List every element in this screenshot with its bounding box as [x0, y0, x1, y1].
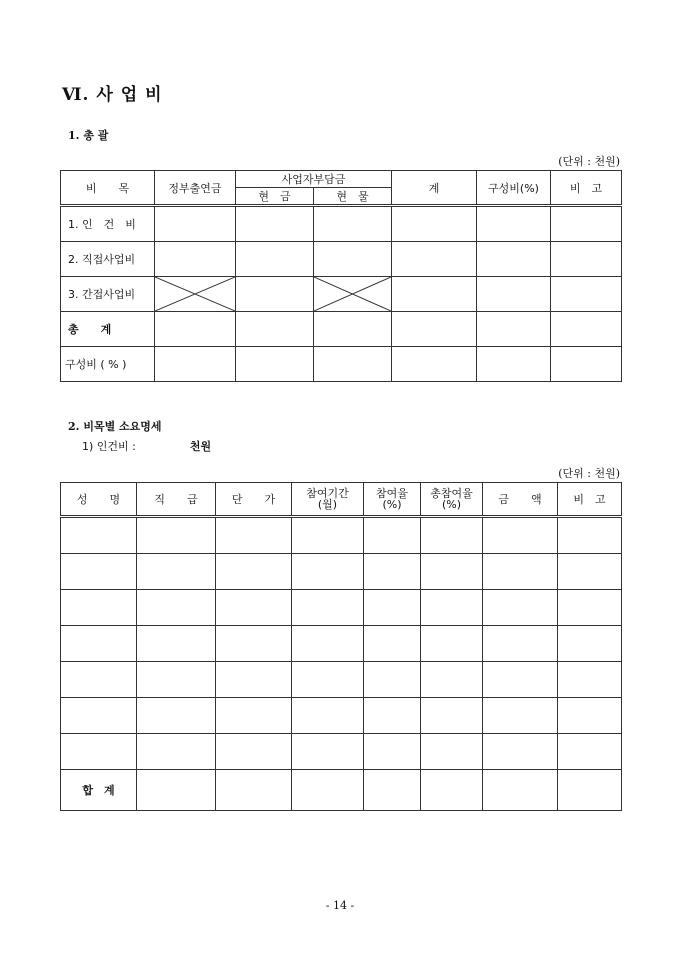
- cell[interactable]: [558, 590, 622, 626]
- cell[interactable]: [61, 590, 137, 626]
- cell[interactable]: [558, 662, 622, 698]
- cell[interactable]: [364, 626, 421, 662]
- cell[interactable]: [551, 347, 622, 382]
- header-amount: 금 액: [483, 483, 558, 517]
- total-row: [61, 770, 622, 811]
- cell[interactable]: [155, 312, 236, 347]
- cell[interactable]: [558, 734, 622, 770]
- row-label: 2. 직접사업비: [61, 242, 155, 277]
- cell[interactable]: [483, 698, 558, 734]
- cell[interactable]: [216, 626, 292, 662]
- cell[interactable]: [483, 770, 558, 811]
- cell[interactable]: [61, 662, 137, 698]
- page-title: Ⅵ. 사 업 비: [62, 85, 163, 105]
- cell[interactable]: [551, 312, 622, 347]
- table-row: [61, 277, 622, 312]
- cell[interactable]: [137, 517, 216, 554]
- cross-mark-icon: [155, 277, 235, 311]
- header-total-rate-line1: 총참여율: [430, 487, 473, 500]
- cell[interactable]: [137, 554, 216, 590]
- cell[interactable]: [216, 590, 292, 626]
- cell[interactable]: [477, 312, 551, 347]
- summary-table: [60, 170, 622, 382]
- section-1-heading: 1. 총 괄: [68, 129, 109, 142]
- row-label: 구성비 ( % ): [61, 347, 155, 382]
- cell[interactable]: [314, 312, 392, 347]
- cell[interactable]: [236, 277, 314, 312]
- cell[interactable]: [392, 242, 477, 277]
- cell[interactable]: [551, 277, 622, 312]
- cell[interactable]: [421, 626, 483, 662]
- cell[interactable]: [216, 734, 292, 770]
- table-row: [61, 312, 622, 347]
- table-row: [61, 242, 622, 277]
- table-row: [61, 347, 622, 382]
- cell[interactable]: [216, 698, 292, 734]
- cell[interactable]: [236, 347, 314, 382]
- cell[interactable]: [558, 698, 622, 734]
- table-row: [61, 554, 622, 590]
- personnel-amount-unit: 천원: [189, 440, 212, 453]
- header-unit-price: 단 가: [216, 483, 292, 517]
- cell[interactable]: [61, 734, 137, 770]
- cell[interactable]: [61, 517, 137, 554]
- cell[interactable]: [364, 734, 421, 770]
- header-period: [292, 483, 364, 517]
- cell[interactable]: [236, 312, 314, 347]
- table-row: [61, 626, 622, 662]
- cell[interactable]: [421, 698, 483, 734]
- cell[interactable]: [236, 242, 314, 277]
- cell[interactable]: [314, 347, 392, 382]
- cell[interactable]: [421, 554, 483, 590]
- header-inkind: 현 물: [314, 188, 392, 206]
- personnel-subheading: [82, 438, 211, 454]
- header-note: 비 고: [558, 483, 622, 517]
- cell[interactable]: [392, 206, 477, 242]
- header-burden: 사업자부담금: [236, 171, 392, 188]
- cell[interactable]: [364, 770, 421, 811]
- cell[interactable]: [155, 206, 236, 242]
- cell[interactable]: [558, 517, 622, 554]
- cell[interactable]: [292, 734, 364, 770]
- cell[interactable]: [364, 517, 421, 554]
- cell[interactable]: [292, 770, 364, 811]
- cell[interactable]: [483, 590, 558, 626]
- header-ratio: 구성비(%): [477, 171, 551, 206]
- cell[interactable]: [292, 554, 364, 590]
- crossed-cell: [314, 277, 392, 312]
- table-row: [61, 698, 622, 734]
- cell[interactable]: [483, 626, 558, 662]
- cell[interactable]: [155, 347, 236, 382]
- header-cash: 현 금: [236, 188, 314, 206]
- cell[interactable]: [61, 698, 137, 734]
- cell[interactable]: [477, 206, 551, 242]
- table-row: [61, 206, 622, 242]
- cell[interactable]: [477, 242, 551, 277]
- cell[interactable]: [421, 662, 483, 698]
- cell[interactable]: [137, 698, 216, 734]
- cell[interactable]: [364, 662, 421, 698]
- row-label: 3. 간접사업비: [61, 277, 155, 312]
- cell[interactable]: [137, 770, 216, 811]
- cell[interactable]: [477, 347, 551, 382]
- header-rate-line2: (%): [382, 498, 402, 511]
- cell[interactable]: [477, 277, 551, 312]
- cell[interactable]: [364, 590, 421, 626]
- cell[interactable]: [551, 206, 622, 242]
- cell[interactable]: [137, 734, 216, 770]
- cell[interactable]: [364, 698, 421, 734]
- cell[interactable]: [314, 206, 392, 242]
- cell[interactable]: [137, 626, 216, 662]
- header-period-line2: (월): [317, 498, 338, 511]
- cell[interactable]: [483, 554, 558, 590]
- header-rate-line1: 참여율: [376, 487, 408, 500]
- cell[interactable]: [551, 242, 622, 277]
- header-total-rate: [421, 483, 483, 517]
- table-row: [61, 662, 622, 698]
- cell[interactable]: [292, 698, 364, 734]
- cell[interactable]: [314, 242, 392, 277]
- cell[interactable]: [421, 517, 483, 554]
- cross-mark-icon: [314, 277, 391, 311]
- cell[interactable]: [292, 626, 364, 662]
- personnel-table: [60, 482, 622, 811]
- cell[interactable]: [421, 590, 483, 626]
- table-row: [61, 590, 622, 626]
- cell[interactable]: [558, 554, 622, 590]
- cell[interactable]: [236, 206, 314, 242]
- cell[interactable]: [483, 662, 558, 698]
- header-total-rate-line2: (%): [441, 498, 462, 511]
- header-note: 비 고: [551, 171, 622, 206]
- cell[interactable]: [392, 277, 477, 312]
- header-gov: 정부출연금: [155, 171, 236, 206]
- cell[interactable]: [137, 590, 216, 626]
- table-row: [61, 517, 622, 554]
- cell[interactable]: [392, 312, 477, 347]
- cell[interactable]: [216, 662, 292, 698]
- total-label: 합 계: [61, 770, 137, 811]
- cell[interactable]: [137, 662, 216, 698]
- header-position: 직 급: [137, 483, 216, 517]
- unit-label-2: (단위 : 천원): [558, 467, 620, 480]
- row-label: 1. 인 건 비: [61, 206, 155, 242]
- cell[interactable]: [292, 662, 364, 698]
- cell[interactable]: [421, 770, 483, 811]
- header-total: 계: [392, 171, 477, 206]
- cell[interactable]: [216, 554, 292, 590]
- cell[interactable]: [421, 734, 483, 770]
- cell[interactable]: [155, 242, 236, 277]
- unit-label-1: (단위 : 천원): [558, 155, 620, 168]
- cell[interactable]: [292, 590, 364, 626]
- header-item: 비 목: [61, 171, 155, 206]
- section-2-heading: 2. 비목별 소요명세: [68, 420, 162, 433]
- cell[interactable]: [216, 770, 292, 811]
- cell[interactable]: [61, 554, 137, 590]
- cell[interactable]: [483, 734, 558, 770]
- cell[interactable]: [364, 554, 421, 590]
- cell[interactable]: [216, 517, 292, 554]
- personnel-label: 1) 인건비 :: [82, 440, 136, 453]
- crossed-cell: [155, 277, 236, 312]
- cell[interactable]: [558, 770, 622, 811]
- cell[interactable]: [483, 517, 558, 554]
- row-label: 총 계: [61, 312, 155, 347]
- page-number: - 14 -: [325, 899, 355, 912]
- header-rate: [364, 483, 421, 517]
- cell[interactable]: [392, 347, 477, 382]
- table-row: [61, 734, 622, 770]
- header-period-line1: 참여기간: [306, 487, 349, 500]
- cell[interactable]: [558, 626, 622, 662]
- cell[interactable]: [292, 517, 364, 554]
- header-name: 성 명: [61, 483, 137, 517]
- cell[interactable]: [61, 626, 137, 662]
